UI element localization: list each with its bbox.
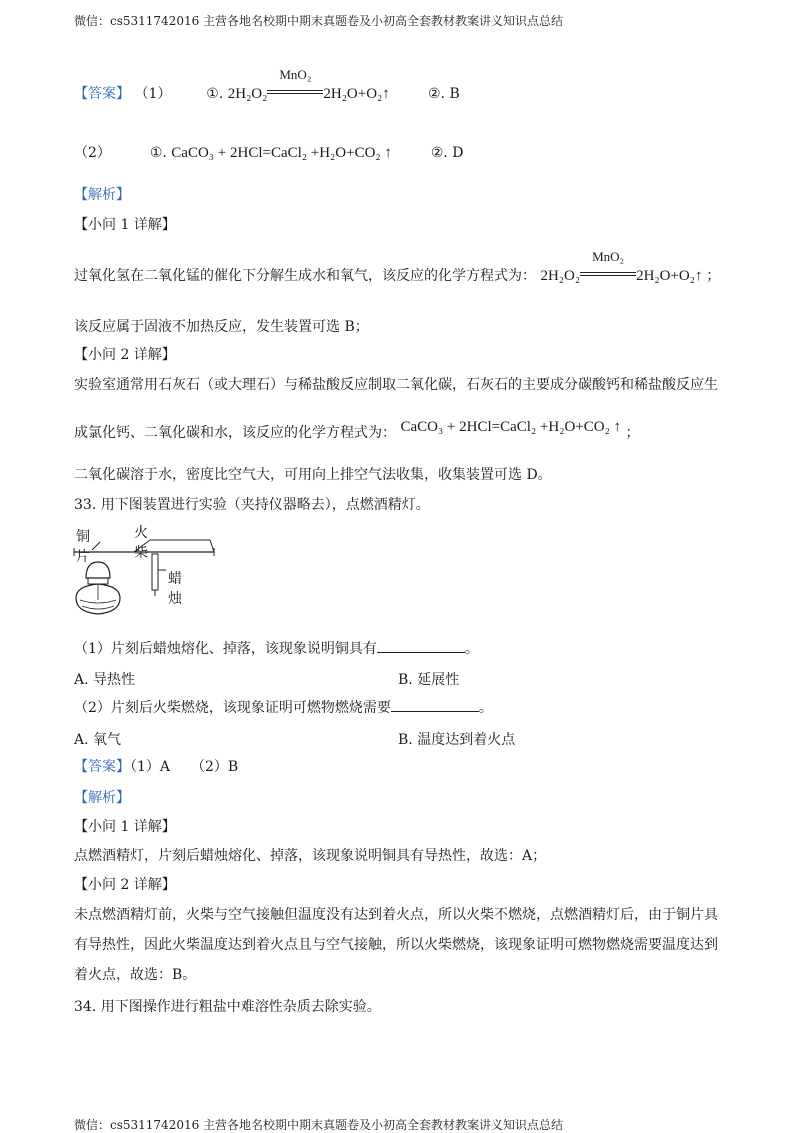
q33-q1: （1）片刻后蜡烛熔化、掉落，该现象说明铜具有 。 bbox=[74, 641, 479, 657]
equation-caco3-repeat: CaCO₃ + 2HCl=CaCl₂ +H₂O+CO₂ ↑ bbox=[400, 419, 622, 435]
sub2-text-3: 二氧化碳溶于水，密度比空气大，可用向上排空气法收集，收集装置可选 D。 bbox=[74, 467, 552, 483]
page-footer: 微信：cs5311742016 主营各地名校期中期末真题卷及小初高全套教材教案讲义知识点总结 bbox=[74, 1118, 564, 1132]
answer-line-1 bbox=[74, 67, 460, 103]
equation-h2o2-repeat: 2H₂O₂ MnO₂ 2H₂O+O₂↑ bbox=[540, 249, 703, 284]
part2-choice: ②. D bbox=[430, 145, 464, 161]
catalyst-label: MnO₂ bbox=[279, 67, 312, 82]
q1-option-b: B. 延展性 bbox=[398, 672, 460, 688]
equals-sign bbox=[267, 90, 323, 94]
q2-option-a: A. 氧气 bbox=[74, 732, 122, 748]
q33-answer-label: 【答案】 bbox=[74, 759, 130, 775]
page-header: 微信：cs5311742016 主营各地名校期中期末真题卷及小初高全套教材教案讲义知识点总结 bbox=[74, 14, 564, 28]
q33-sub1-label: 【小问 1 详解】 bbox=[74, 819, 176, 835]
part1-num: ①. bbox=[206, 86, 224, 102]
blank-1 bbox=[377, 640, 465, 653]
part2-num: ①. bbox=[149, 145, 167, 161]
q33-sub2-text-1: 未点燃酒精灯前，火柴与空气接触但温度没有达到着火点，所以火柴不燃烧，点燃酒精灯后，由于铜片具 bbox=[74, 907, 718, 923]
part1-choice: ②. B bbox=[428, 86, 460, 102]
equation-h2o2: 2H₂O₂ MnO₂ 2H₂O+O₂↑ bbox=[227, 67, 390, 102]
sub1-label: 【小问 1 详解】 bbox=[74, 217, 176, 233]
blank-2 bbox=[391, 699, 479, 712]
q33-analysis-label: 【解析】 bbox=[74, 790, 130, 806]
sub1-text-line: 过氧化氢在二氧化锰的催化下分解生成水和氧气，该反应的化学方程式为： 2H₂O₂ MnO₂ 2H₂O+O₂↑ ； bbox=[74, 249, 721, 284]
label-match: 火柴 bbox=[134, 525, 148, 561]
sub2-text-line: 成氯化钙、二氧化碳和水，该反应的化学方程式为： CaCO₃ + 2HCl=CaCl₂ +H₂O+CO₂ ↑ ； bbox=[74, 419, 640, 441]
q33-answer-text: （1）A （2）B bbox=[130, 759, 239, 775]
catalyst-label-repeat: MnO₂ bbox=[592, 249, 625, 264]
analysis-label: 【解析】 bbox=[74, 187, 130, 203]
sub2-label: 【小问 2 详解】 bbox=[74, 347, 176, 363]
sub1-text-2: 该反应属于固液不加热反应，发生装置可选 B； bbox=[74, 319, 369, 335]
q33-sub2-label: 【小问 2 详解】 bbox=[74, 877, 176, 893]
q2-option-b: B. 温度达到着火点 bbox=[398, 732, 516, 748]
q33-stem: 33. 用下图装置进行实验（夹持仪器略去），点燃酒精灯。 bbox=[74, 497, 430, 513]
label-candle: 蜡烛 bbox=[168, 571, 182, 607]
sub2-text-1: 实验室通常用石灰石（或大理石）与稀盐酸反应制取二氧化碳，石灰石的主要成分碳酸钙和稀盐酸反应生 bbox=[74, 377, 718, 393]
part2-label: （2） bbox=[74, 145, 111, 161]
q33-sub2-text-2: 有导热性，因此火柴温度达到着火点且与空气接触，所以火柴燃烧，该现象证明可燃物燃烧需要温度达到 bbox=[74, 937, 718, 953]
q33-sub1-text: 点燃酒精灯，片刻后蜡烛熔化、掉落，该现象说明铜具有导热性，故选：A； bbox=[74, 848, 547, 864]
q1-option-a: A. 导热性 bbox=[74, 672, 136, 688]
apparatus-drawing bbox=[70, 520, 220, 630]
answer-label: 【答案】 bbox=[74, 86, 130, 102]
q33-q2: （2）片刻后火柴燃烧，该现象证明可燃物燃烧需要 。 bbox=[74, 700, 493, 716]
label-copper: 铜片 bbox=[76, 529, 90, 565]
equals-sign-repeat bbox=[580, 272, 636, 276]
equation-caco3: CaCO₃ + 2HCl=CaCl₂ +H₂O+CO₂ ↑ bbox=[171, 145, 392, 161]
q33-answer-line bbox=[74, 758, 238, 776]
answer-line-2 bbox=[74, 144, 464, 162]
q34-stem: 34. 用下图操作进行粗盐中难溶性杂质去除实验。 bbox=[74, 999, 381, 1015]
q33-sub2-text-3: 着火点，故选：B。 bbox=[74, 967, 197, 983]
part1-label: （1） bbox=[134, 86, 172, 102]
